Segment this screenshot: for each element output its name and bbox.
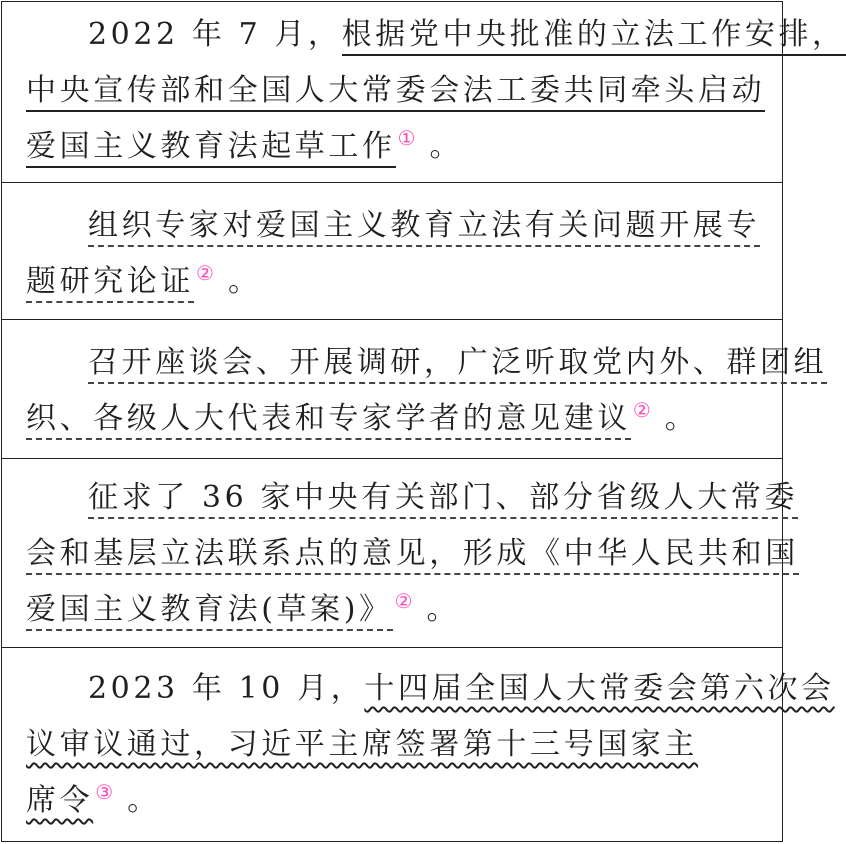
period: 。 xyxy=(664,401,699,436)
underlined-text: 爱国主义教育法起草工作 xyxy=(26,129,396,168)
timeline-row-4 xyxy=(2,459,799,648)
period: 。 xyxy=(127,783,161,818)
text-line xyxy=(26,780,764,822)
text-line xyxy=(88,14,846,56)
underlined-text: 中央宣传部和全国人大常委会法工委共同牵头启动 xyxy=(26,73,765,112)
footnote-marker: ② xyxy=(196,261,214,285)
text-line xyxy=(26,533,799,575)
dashed-underlined-text: 组织专家对爱国主义教育立法有关问题开展专 xyxy=(88,208,760,247)
period: 。 xyxy=(227,264,262,299)
period: 。 xyxy=(429,129,464,164)
dashed-underlined-text: 会和基层立法联系点的意见，形成《中华人民共和国 xyxy=(26,536,799,575)
dashed-underlined-text: 爱国主义教育法(草案)》 xyxy=(26,592,393,631)
text-line xyxy=(26,261,764,303)
text-line xyxy=(88,205,764,247)
text-line xyxy=(88,668,835,710)
timeline-table xyxy=(1,1,846,842)
wavy-underlined-text: 席令 xyxy=(26,783,94,818)
text-line xyxy=(88,477,799,519)
timeline-row-2 xyxy=(2,183,782,320)
underlined-text: 根据党中央批准的立法工作安排， xyxy=(342,17,846,56)
timeline-row-5 xyxy=(2,648,835,841)
text-line xyxy=(26,724,764,766)
text-line xyxy=(26,70,764,112)
dashed-underlined-text: 征求了 36 家中央有关部门、部分省级人大常委 xyxy=(88,480,798,519)
wavy-underlined-text: 十四届全国人大常委会第六次会 xyxy=(364,671,835,706)
footnote-marker: ① xyxy=(397,126,416,150)
text-line xyxy=(26,589,764,631)
wavy-underlined-text: 议审议通过，习近平主席签署第十三号国家主 xyxy=(26,727,698,762)
timeline-row-1 xyxy=(2,2,846,183)
text-line xyxy=(88,342,828,384)
footnote-marker: ② xyxy=(394,589,413,613)
text-line xyxy=(26,398,764,440)
footnote-marker: ③ xyxy=(95,780,114,804)
plain-text: 2022 年 7 月， xyxy=(88,17,342,52)
timeline-row-3 xyxy=(2,320,828,459)
footnote-marker: ② xyxy=(632,398,651,422)
dashed-underlined-text: 织、各级人大代表和专家学者的意见建议 xyxy=(26,401,631,440)
dashed-underlined-text: 题研究论证 xyxy=(26,264,194,303)
text-line xyxy=(26,126,764,168)
period: 。 xyxy=(426,592,461,627)
plain-text: 2023 年 10 月， xyxy=(88,671,365,706)
dashed-underlined-text: 召开座谈会、开展调研，广泛听取党内外、群团组 xyxy=(88,345,827,384)
